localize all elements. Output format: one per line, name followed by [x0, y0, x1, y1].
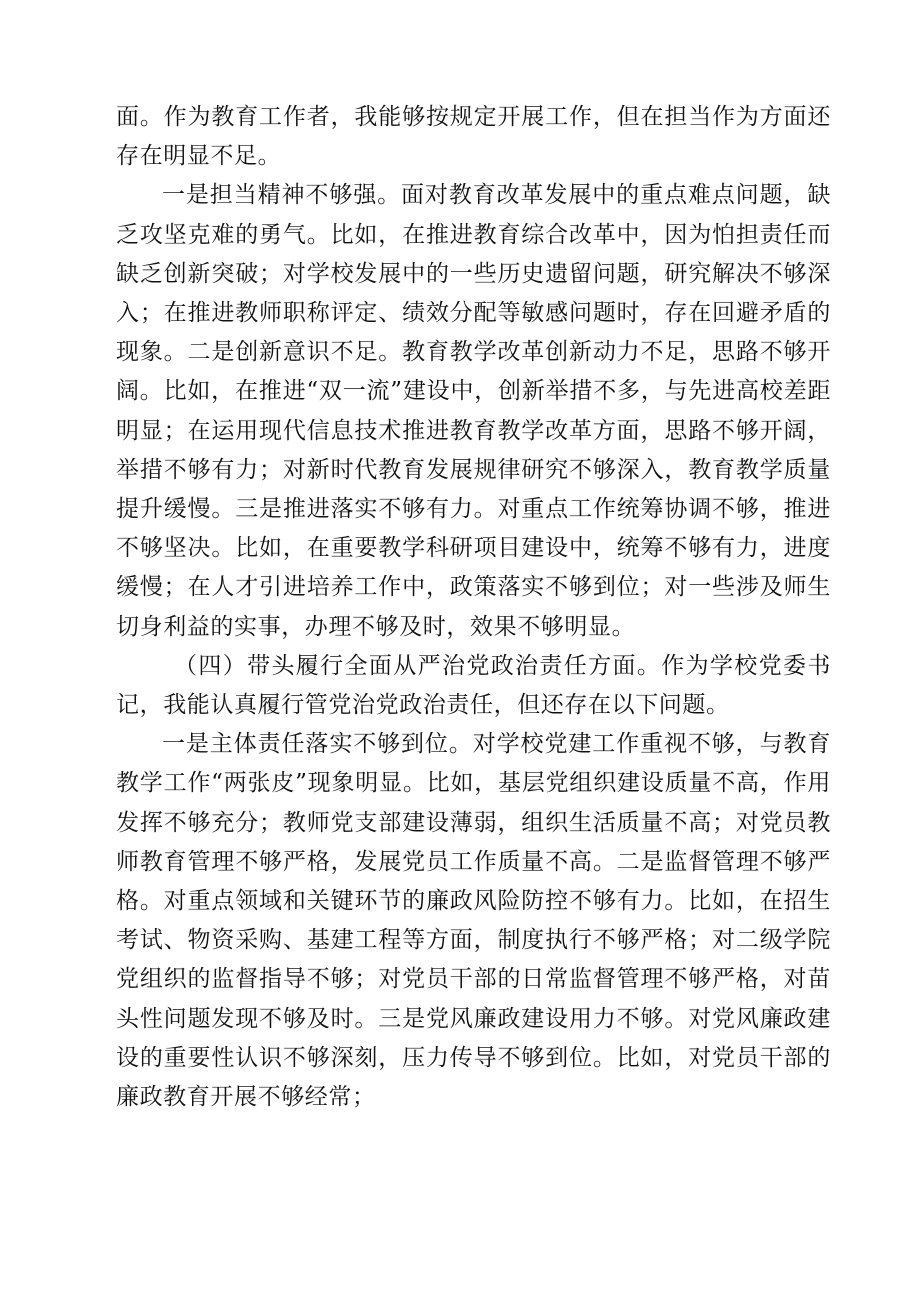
section-heading-four: （四）带头履行全面从严治党政治责任方面。作为学校党委书记，我能认真履行管党治党政治责任，但还存在以下问题。	[116, 652, 831, 719]
paragraph-party-governance-issues: 一是主体责任落实不够到位。对学校党建工作重视不够，与教育教学工作“两张皮”现象明显。比如，基层党组织建设质量不高，作用发挥不够充分；教师党支部建设薄弱，组织生活质量不高；对党员教师教育管理不够严格，发展党员工作质量不高。二是监督管理不够严格。对重点领域和关键环节的廉政风险防控不够有力。比如，在招生考试、物资采购、基建工程等方面，制度执行不够严格；对二级学院党组织的监督指导不够；对党员干部的日常监督管理不够严格，对苗头性问题发现不够及时。三是党风廉政建设用力不够。对党风廉政建设的重要性认识不够深刻，压力传导不够到位。比如，对党员干部的廉政教育开展不够经常；	[116, 731, 831, 1111]
paragraph-continuation: 面。作为教育工作者，我能够按规定开展工作，但在担当作为方面还存在明显不足。	[116, 104, 831, 170]
document-body	[116, 98, 831, 1117]
paragraph-responsibility-issues: 一是担当精神不够强。面对教育改革发展中的重点难点问题，缺乏攻坚克难的勇气。比如，在推进教育综合改革中，因为怕担责任而缺乏创新突破；对学校发展中的一些历史遗留问题，研究解决不够深入；在推进教师职称评定、绩效分配等敏感问题时，存在回避矛盾的现象。二是创新意识不足。教育教学改革创新动力不足，思路不够开阔。比如，在推进“双一流”建设中，创新举措不多，与先进高校差距明显；在运用现代信息技术推进教育教学改革方面，思路不够开阔，举措不够有力；对新时代教育发展规律研究不够深入，教育教学质量提升缓慢。三是推进落实不够有力。对重点工作统筹协调不够，推进不够坚决。比如，在重要教学科研项目建设中，统筹不够有力，进度缓慢；在人才引进培养工作中，政策落实不够到位；对一些涉及师生切身利益的实事，办理不够及时，效果不够明显。	[116, 182, 831, 640]
